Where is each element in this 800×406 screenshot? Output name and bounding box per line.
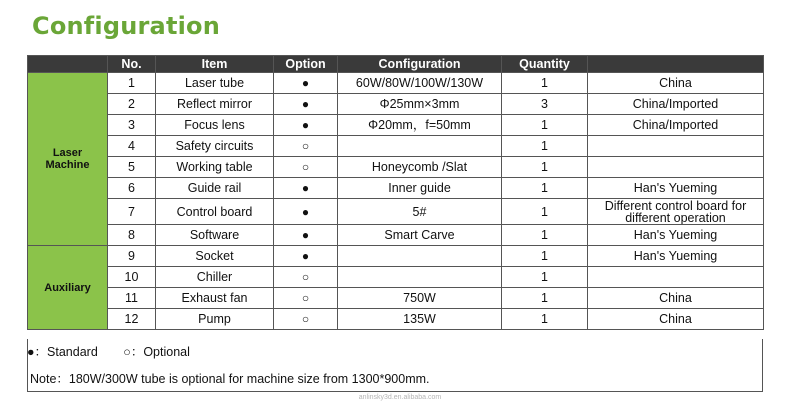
cell-remark: China xyxy=(588,309,764,330)
page-title: Configuration xyxy=(32,12,221,40)
cell-no: 1 xyxy=(108,73,156,94)
header-remark xyxy=(588,56,764,73)
cell-no: 9 xyxy=(108,246,156,267)
table-row xyxy=(28,267,764,288)
table-row xyxy=(28,178,764,199)
table-row xyxy=(28,309,764,330)
cell-config: Inner guide xyxy=(338,178,502,199)
table-header-row xyxy=(28,56,764,73)
cell-config: 750W xyxy=(338,288,502,309)
table-row xyxy=(28,225,764,246)
cell-option: ● xyxy=(274,246,338,267)
cell-remark: Han's Yueming xyxy=(588,178,764,199)
cell-qty: 1 xyxy=(502,267,588,288)
cell-remark xyxy=(588,157,764,178)
cell-item: Working table xyxy=(156,157,274,178)
cell-remark: Han's Yueming xyxy=(588,246,764,267)
cell-option: ○ xyxy=(274,267,338,288)
cell-option: ○ xyxy=(274,136,338,157)
cell-item: Control board xyxy=(156,199,274,225)
cell-remark: China xyxy=(588,288,764,309)
cell-no: 3 xyxy=(108,115,156,136)
table-row xyxy=(28,115,764,136)
cell-remark: Han's Yueming xyxy=(588,225,764,246)
cell-config: Φ25mm×3mm xyxy=(338,94,502,115)
cell-item: Chiller xyxy=(156,267,274,288)
cell-qty: 1 xyxy=(502,225,588,246)
table-row xyxy=(28,157,764,178)
legend-standard: ●：Standard xyxy=(27,345,98,359)
table-row xyxy=(28,288,764,309)
group-auxiliary: Auxiliary xyxy=(28,246,108,330)
cell-no: 2 xyxy=(108,94,156,115)
cell-option: ● xyxy=(274,178,338,199)
cell-no: 8 xyxy=(108,225,156,246)
cell-qty: 1 xyxy=(502,178,588,199)
cell-no: 5 xyxy=(108,157,156,178)
group-laser-machine: Laser Machine xyxy=(28,73,108,246)
header-item: Item xyxy=(156,56,274,73)
header-configuration: Configuration xyxy=(338,56,502,73)
cell-config xyxy=(338,246,502,267)
cell-item: Reflect mirror xyxy=(156,94,274,115)
cell-option: ● xyxy=(274,225,338,246)
cell-item: Exhaust fan xyxy=(156,288,274,309)
cell-qty: 3 xyxy=(502,94,588,115)
cell-option: ● xyxy=(274,94,338,115)
cell-remark xyxy=(588,136,764,157)
cell-remark: Different control board for different operation xyxy=(588,199,764,225)
cell-option: ● xyxy=(274,73,338,94)
cell-remark: China xyxy=(588,73,764,94)
cell-remark xyxy=(588,267,764,288)
cell-config: Honeycomb /Slat xyxy=(338,157,502,178)
cell-remark: China/Imported xyxy=(588,115,764,136)
cell-config: Φ20mm，f=50mm xyxy=(338,115,502,136)
note-text: Note：180W/300W tube is optional for machine size from 1300*900mm. xyxy=(30,372,430,386)
cell-config: 60W/80W/100W/130W xyxy=(338,73,502,94)
legend-optional: ○：Optional xyxy=(123,345,190,359)
legend xyxy=(27,342,212,360)
table-row xyxy=(28,246,764,267)
cell-config: 5# xyxy=(338,199,502,225)
cell-no: 7 xyxy=(108,199,156,225)
cell-option: ● xyxy=(274,199,338,225)
cell-qty: 1 xyxy=(502,157,588,178)
cell-qty: 1 xyxy=(502,115,588,136)
cell-item: Laser tube xyxy=(156,73,274,94)
table-row xyxy=(28,94,764,115)
table-row xyxy=(28,136,764,157)
header-quantity: Quantity xyxy=(502,56,588,73)
configuration-table xyxy=(27,55,764,330)
cell-remark: China/Imported xyxy=(588,94,764,115)
cell-no: 6 xyxy=(108,178,156,199)
cell-item: Safety circuits xyxy=(156,136,274,157)
cell-config xyxy=(338,267,502,288)
cell-option: ○ xyxy=(274,288,338,309)
cell-item: Focus lens xyxy=(156,115,274,136)
cell-option: ● xyxy=(274,115,338,136)
header-group-blank xyxy=(28,56,108,73)
cell-option: ○ xyxy=(274,157,338,178)
cell-item: Pump xyxy=(156,309,274,330)
cell-no: 12 xyxy=(108,309,156,330)
cell-qty: 1 xyxy=(502,246,588,267)
cell-item: Software xyxy=(156,225,274,246)
table-row xyxy=(28,73,764,94)
cell-item: Socket xyxy=(156,246,274,267)
table-row xyxy=(28,199,764,225)
cell-qty: 1 xyxy=(502,288,588,309)
cell-qty: 1 xyxy=(502,199,588,225)
cell-no: 4 xyxy=(108,136,156,157)
cell-qty: 1 xyxy=(502,136,588,157)
cell-qty: 1 xyxy=(502,73,588,94)
watermark: anlinsky3d.en.alibaba.com xyxy=(358,394,442,401)
header-no: No. xyxy=(108,56,156,73)
cell-option: ○ xyxy=(274,309,338,330)
header-option: Option xyxy=(274,56,338,73)
cell-item: Guide rail xyxy=(156,178,274,199)
cell-config: 135W xyxy=(338,309,502,330)
cell-config: Smart Carve xyxy=(338,225,502,246)
cell-no: 10 xyxy=(108,267,156,288)
cell-config xyxy=(338,136,502,157)
cell-no: 11 xyxy=(108,288,156,309)
cell-qty: 1 xyxy=(502,309,588,330)
